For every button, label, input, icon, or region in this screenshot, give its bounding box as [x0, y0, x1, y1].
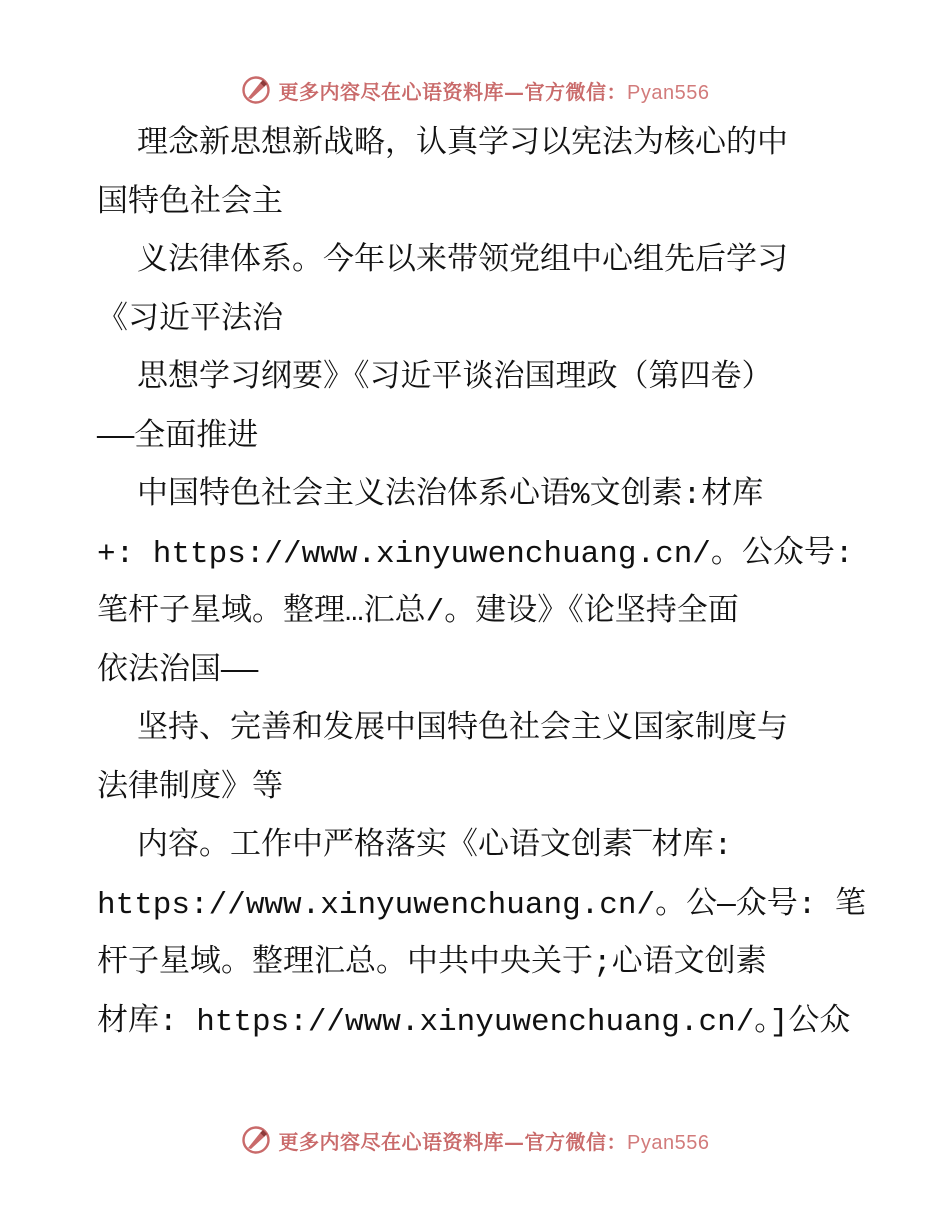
- text-line: 中国特色社会主义法治体系心语%文创素:材库: [137, 478, 764, 513]
- watermark-label: 更多内容尽在心语资料库—官方微信：: [278, 1129, 628, 1154]
- text-line: 依法治国——: [97, 653, 259, 689]
- text-line: 杆子星域。整理汇总。中共中央关于;心语文创素: [97, 946, 767, 981]
- pen-logo-icon: [241, 75, 271, 105]
- text-line: 《习近平法治: [97, 302, 283, 338]
- watermark-text: [279, 1126, 710, 1155]
- watermark-label: 更多内容尽在心语资料库—官方微信：: [278, 79, 628, 104]
- watermark-text: [279, 76, 710, 105]
- text-line: https://www.xinyuwenchuang.cn/。公—众号: 笔: [97, 887, 866, 923]
- text-line: 国特色社会主: [97, 185, 283, 221]
- text-line: ——全面推进: [97, 419, 259, 455]
- text-line: 理念新思想新战略，认真学习以宪法为核心的中: [137, 127, 788, 162]
- text-line: +: https://www.xinyuwenchuang.cn/。公众号:: [97, 536, 854, 572]
- wechat-id: Pyan556: [627, 81, 710, 104]
- footer-watermark: [0, 1118, 950, 1162]
- header-watermark: [0, 68, 950, 112]
- text-line: 义法律体系。今年以来带领党组中心组先后学习: [137, 244, 788, 279]
- text-line: 思想学习纲要》《习近平谈治国理政（第四卷）: [137, 361, 773, 396]
- text-line: 内容。工作中严格落实《心语文创素¯材库:: [137, 829, 733, 864]
- text-line: 笔杆子星域。整理…汇总/。建设》《论坚持全面: [97, 595, 739, 630]
- pen-logo-icon: [241, 1125, 271, 1155]
- document-body: [97, 116, 866, 1052]
- text-line: 法律制度》等: [97, 770, 283, 806]
- text-line: 坚持、完善和发展中国特色社会主义国家制度与: [137, 712, 788, 747]
- text-line: 材库: https://www.xinyuwenchuang.cn/。]公众: [97, 1004, 851, 1040]
- wechat-id: Pyan556: [627, 1131, 710, 1154]
